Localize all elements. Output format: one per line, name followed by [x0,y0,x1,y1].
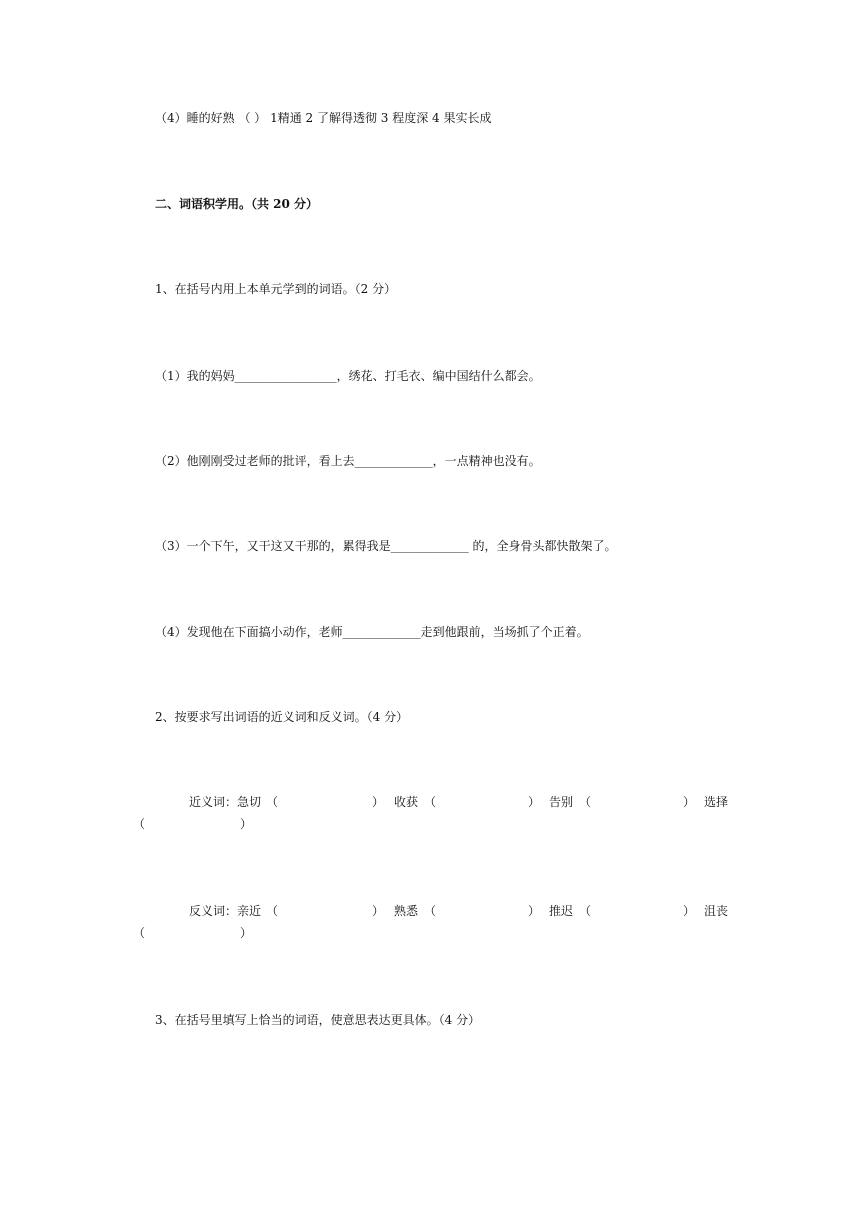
paren-close: ） [240,926,253,940]
synonym-word: 选择 [704,795,729,809]
antonym-word: 亲近 [237,904,262,918]
antonym-row [0,903,860,943]
paren-open: （ [133,817,146,831]
fill-blank-3: （3）一个下午，又干这又干那的，累得我是_____________ 的，全身骨头都快散架了。 [155,539,617,553]
synonym-word: 急切 [237,795,262,809]
paren-open: （ [424,795,437,809]
paren-close: ） [528,904,541,918]
question-heading-1: 1、在括号内用上本单元学到的词语。（2 分） [155,282,397,296]
question-heading-3: 3、在括号里填写上恰当的词语，使意思表达更具体。（4 分） [155,1013,481,1027]
paren-close: ） [372,795,385,809]
paren-open: （ [424,904,437,918]
paren-close: ） [683,795,696,809]
antonym-word: 熟悉 [394,904,419,918]
paren-close: ） [528,795,541,809]
paren-close: ） [240,817,253,831]
section-title: 二、词语积学用。（共 20 分） [155,197,319,211]
fill-blank-1: （1）我的妈妈_________________，绣花、打毛衣、编中国结什么都会。 [155,369,541,383]
synonym-word: 收获 [394,795,419,809]
synonym-word: 告别 [549,795,574,809]
synonym-row [0,794,860,834]
paren-open: （ [579,795,592,809]
paren-open: （ [579,904,592,918]
fill-blank-4: （4）发现他在下面搞小动作，老师_____________走到他跟前，当场抓了个正着。 [155,625,589,639]
antonym-word: 推迟 [549,904,574,918]
synonym-label: 近义词： [189,795,238,809]
question-item-4: （4）睡的好熟 （ ） 1精通 2 了解得透彻 3 程度深 4 果实长成 [155,111,492,125]
question-heading-2: 2、按要求写出词语的近义词和反义词。（4 分） [155,710,409,724]
paren-close: ） [683,904,696,918]
paren-open: （ [266,904,279,918]
paren-open: （ [133,926,146,940]
fill-blank-2: （2）他刚刚受过老师的批评，看上去_____________，一点精神也没有。 [155,454,541,468]
antonym-label: 反义词： [189,904,238,918]
paren-close: ） [372,904,385,918]
antonym-word: 沮丧 [704,904,729,918]
paren-open: （ [266,795,279,809]
